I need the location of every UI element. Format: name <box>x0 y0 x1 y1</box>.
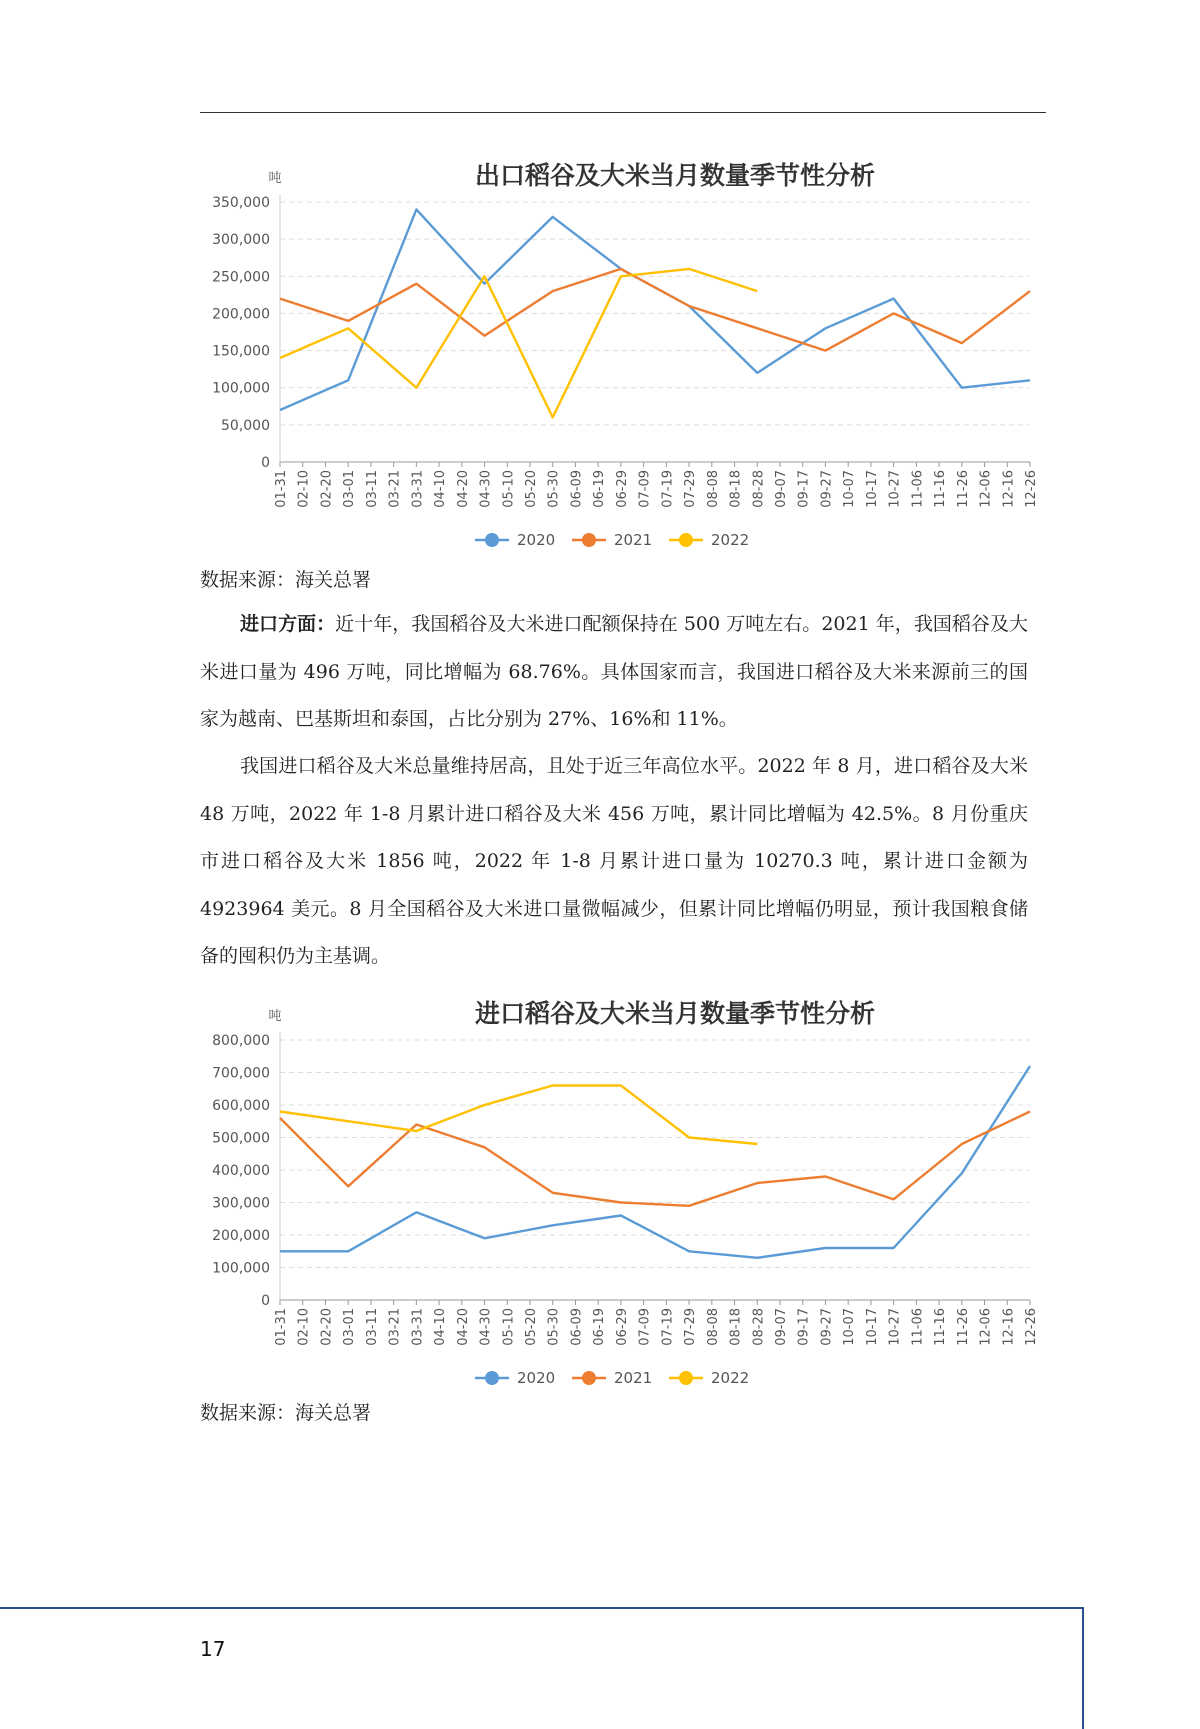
legend-swatch-dot <box>679 533 693 547</box>
x-tick-label: 08-08 <box>705 1308 721 1346</box>
y-tick-label: 150,000 <box>212 343 270 360</box>
x-tick-label: 02-20 <box>319 1308 335 1346</box>
footer-frame <box>0 1607 1084 1729</box>
x-tick-label: 08-18 <box>728 1308 744 1346</box>
x-tick-label: 12-16 <box>1001 1308 1017 1346</box>
legend-item-2022[interactable] <box>669 531 749 549</box>
x-tick-label: 07-09 <box>637 1308 653 1346</box>
x-tick-label: 03-21 <box>387 1308 403 1346</box>
x-tick-label: 09-07 <box>774 1308 789 1346</box>
x-tick-label: 03-11 <box>364 1308 380 1346</box>
legend-label: 2022 <box>711 1369 750 1387</box>
y-tick-label: 100,000 <box>212 1260 270 1277</box>
x-tick-label: 05-10 <box>501 1308 517 1346</box>
import-paragraph-1-text: 近十年，我国稻谷及大米进口配额保持在 500 万吨左右。2021 年，我国稻谷及大米进口量为 496 万吨，同比增幅为 68.76%。具体国家而言，我国进口稻谷及大米来源前三的国家为越南、巴基斯坦和泰国，占比分别为 27%、16%和 11%。 <box>200 613 1028 730</box>
x-tick-label: 06-29 <box>614 1308 630 1346</box>
x-tick-label: 07-29 <box>683 470 699 508</box>
x-tick-label: 06-09 <box>569 470 585 508</box>
legend-swatch-dot <box>582 1371 596 1385</box>
x-tick-label: 01-31 <box>274 1308 289 1346</box>
x-tick-label: 05-30 <box>546 1308 562 1346</box>
x-tick-label: 03-31 <box>410 470 426 508</box>
legend-label: 2022 <box>711 531 750 549</box>
y-axis-unit: 吨 <box>268 1009 282 1024</box>
x-tick-label: 10-27 <box>887 1308 903 1346</box>
series-line-2022 <box>280 1086 757 1145</box>
x-tick-label: 07-19 <box>660 1308 676 1346</box>
x-tick-label: 07-19 <box>660 470 676 508</box>
x-tick-label: 12-06 <box>978 1308 994 1346</box>
y-tick-label: 100,000 <box>212 380 270 397</box>
chart-svg-1 <box>190 988 1040 1398</box>
import-paragraph-2 <box>200 743 1028 981</box>
legend-item-2021[interactable] <box>572 531 652 549</box>
legend-swatch-dot <box>679 1371 693 1385</box>
x-tick-label: 11-26 <box>955 470 971 508</box>
series-line-2020 <box>280 1066 1030 1258</box>
x-tick-label: 08-28 <box>751 1308 767 1346</box>
x-tick-label: 04-20 <box>455 470 471 508</box>
y-tick-label: 400,000 <box>212 1163 270 1179</box>
y-tick-label: 200,000 <box>212 1228 270 1244</box>
x-tick-label: 01-31 <box>274 470 289 508</box>
legend-swatch-dot <box>582 533 596 547</box>
x-tick-label: 08-18 <box>728 470 744 508</box>
x-tick-label: 09-27 <box>819 470 835 508</box>
y-tick-label: 0 <box>261 1293 270 1309</box>
x-tick-label: 05-30 <box>546 470 562 508</box>
x-tick-label: 04-10 <box>433 470 449 508</box>
x-tick-label: 08-08 <box>705 470 721 508</box>
header-rule <box>200 112 1046 113</box>
x-tick-label: 10-17 <box>864 470 880 508</box>
x-tick-label: 11-16 <box>933 1308 949 1346</box>
x-tick-label: 12-26 <box>1024 470 1039 508</box>
import-seasonal-chart <box>190 988 1040 1398</box>
series-line-2022 <box>280 269 757 418</box>
x-tick-label: 10-07 <box>842 1308 858 1346</box>
y-tick-label: 200,000 <box>212 306 270 323</box>
x-tick-label: 02-10 <box>296 1308 312 1346</box>
x-tick-label: 02-20 <box>319 470 335 508</box>
legend-swatch-dot <box>485 1371 499 1385</box>
x-tick-label: 02-10 <box>296 470 312 508</box>
x-tick-label: 04-20 <box>455 1308 471 1346</box>
x-tick-label: 03-01 <box>342 1308 358 1346</box>
y-tick-label: 350,000 <box>212 195 270 211</box>
y-tick-label: 500,000 <box>212 1130 270 1147</box>
x-tick-label: 12-06 <box>978 470 994 508</box>
x-tick-label: 09-17 <box>796 1308 812 1346</box>
y-tick-label: 700,000 <box>212 1065 270 1082</box>
legend-item-2020[interactable] <box>475 1369 555 1387</box>
x-tick-label: 10-17 <box>864 1308 880 1346</box>
x-tick-label: 11-06 <box>910 470 926 508</box>
legend-label: 2020 <box>517 531 556 549</box>
x-tick-label: 11-16 <box>933 470 949 508</box>
x-tick-label: 09-07 <box>774 470 789 508</box>
y-tick-label: 250,000 <box>212 269 270 286</box>
legend-item-2020[interactable] <box>475 531 555 549</box>
legend-swatch-dot <box>485 533 499 547</box>
legend-item-2022[interactable] <box>669 1369 749 1387</box>
x-tick-label: 06-19 <box>592 470 608 508</box>
legend-label: 2021 <box>614 1369 653 1387</box>
legend-label: 2020 <box>517 1369 556 1387</box>
x-tick-label: 03-31 <box>410 1308 426 1346</box>
x-tick-label: 03-11 <box>364 470 380 508</box>
x-tick-label: 07-29 <box>683 1308 699 1346</box>
y-tick-label: 300,000 <box>212 1195 270 1212</box>
x-tick-label: 05-10 <box>501 470 517 508</box>
x-tick-label: 04-10 <box>433 1308 449 1346</box>
x-tick-label: 11-06 <box>910 1308 926 1346</box>
x-tick-label: 06-19 <box>592 1308 608 1346</box>
y-tick-label: 800,000 <box>212 1033 270 1049</box>
source-note-1: 数据来源：海关总署 <box>200 569 372 591</box>
legend-label: 2021 <box>614 531 653 549</box>
x-tick-label: 10-27 <box>887 470 903 508</box>
y-tick-label: 300,000 <box>212 232 270 249</box>
x-tick-label: 06-29 <box>614 470 630 508</box>
export-seasonal-chart <box>190 150 1040 560</box>
y-tick-label: 50,000 <box>221 417 270 434</box>
import-paragraph-2-text: 我国进口稻谷及大米总量维持居高，且处于近三年高位水平。2022 年 8 月，进口稻谷及大米 48 万吨，2022 年 1-8 月累计进口稻谷及大米 456 万吨，累计同比增幅为 42.5%。8 月份重庆市进口稻谷及大米 1856 吨，2022 年 1-8 月累计进口量为 10270.3 吨，累计进口金额为 4923964 美元。8 月全国稻谷及大米进口量微幅减少，但累计同比增幅仍明显，预计我国粮食储备的囤积仍为主基调。 <box>200 755 1028 967</box>
x-tick-label: 07-09 <box>637 470 653 508</box>
series-line-2021 <box>280 1112 1030 1206</box>
chart-svg-0 <box>190 150 1040 560</box>
chart-title: 进口稻谷及大米当月数量季节性分析 <box>474 999 876 1028</box>
import-paragraph-1 <box>200 601 1028 744</box>
x-tick-label: 10-07 <box>842 470 858 508</box>
x-tick-label: 05-20 <box>524 470 539 508</box>
x-tick-label: 12-16 <box>1001 470 1017 508</box>
x-tick-label: 09-17 <box>796 470 812 508</box>
x-tick-label: 04-30 <box>478 1308 494 1346</box>
x-tick-label: 03-21 <box>387 470 403 508</box>
series-line-2021 <box>280 269 1030 351</box>
import-paragraph-bold-lead: 进口方面： <box>240 613 336 635</box>
x-tick-label: 09-27 <box>819 1308 835 1346</box>
chart-title: 出口稻谷及大米当月数量季节性分析 <box>474 161 876 190</box>
x-tick-label: 04-30 <box>478 470 494 508</box>
y-tick-label: 0 <box>261 455 270 471</box>
x-tick-label: 12-26 <box>1024 1308 1039 1346</box>
source-note-2: 数据来源：海关总署 <box>200 1402 372 1424</box>
y-tick-label: 600,000 <box>212 1098 270 1114</box>
y-axis-unit: 吨 <box>268 171 282 186</box>
x-tick-label: 11-26 <box>955 1308 971 1346</box>
x-tick-label: 06-09 <box>569 1308 585 1346</box>
page-number: 17 <box>200 1637 226 1661</box>
x-tick-label: 03-01 <box>342 470 358 508</box>
legend-item-2021[interactable] <box>572 1369 652 1387</box>
x-tick-label: 08-28 <box>751 470 767 508</box>
x-tick-label: 05-20 <box>524 1308 539 1346</box>
